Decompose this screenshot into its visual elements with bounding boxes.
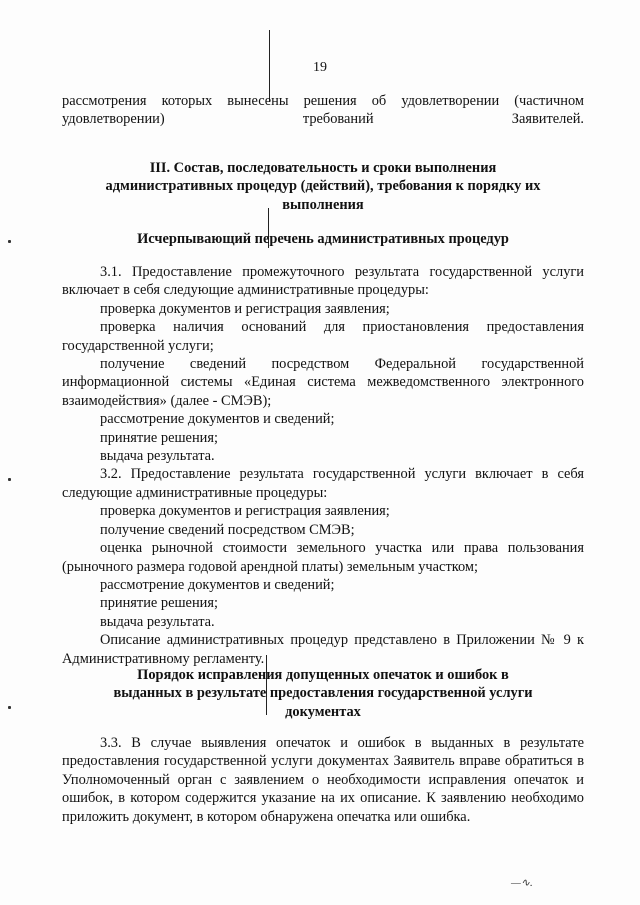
list-item: получение сведений посредством СМЭВ; bbox=[100, 521, 355, 538]
list-item: проверка наличия оснований для приостановления предоставления государственной услуги; bbox=[62, 319, 584, 354]
scan-artifact-dot bbox=[8, 706, 11, 709]
paragraph-3-2: 3.2. Предоставление результата государственной услуги включает в себя следующие административные процедуры: bbox=[62, 466, 584, 501]
list-item: проверка документов и регистрация заявления; bbox=[100, 300, 390, 317]
section-title: III. Состав, последовательность и сроки выполнения административных процедур (действий), требования к порядку их выполнения bbox=[105, 160, 541, 213]
description-paragraph: Описание административных процедур представлено в Приложении № 9 к Административному регламенту. bbox=[62, 632, 584, 667]
section-3-1 bbox=[0, 263, 640, 668]
list-item: получение сведений посредством Федеральной государственной информационной системы «Единая система межведомственного электронного взаимодействия» (далее - СМЭВ); bbox=[62, 356, 584, 409]
procedures-list-title: Исчерпывающий перечень административных процедур bbox=[137, 231, 509, 247]
intro-paragraph: рассмотрения которых вынесены решения об удовлетворении (частичном удовлетворении) требований Заявителей. bbox=[62, 93, 584, 128]
list-item: принятие решения; bbox=[100, 429, 218, 446]
scan-artifact-dot bbox=[8, 240, 11, 243]
list-item: выдача результата. bbox=[100, 613, 215, 630]
list-item: принятие решения; bbox=[100, 595, 218, 612]
errors-section-title: Порядок исправления допущенных опечаток и ошибок в выданных в результате предоставления государственной услуги документах bbox=[113, 667, 533, 720]
paragraph-3-3: 3.3. В случае выявления опечаток и ошибок в выданных в результате предоставления государственной услуги документах Заявитель вправе обратиться в Уполномоченный орган с заявлением о необходимости исправления опечаток и ошибок, в котором содержится указание на их описание. К заявлению необходимо приложить документ, в котором обнаружена опечатка или ошибка. bbox=[62, 735, 584, 825]
list-item: проверка документов и регистрация заявления; bbox=[100, 503, 390, 520]
page-number: 19 bbox=[313, 60, 327, 75]
list-item: рассмотрение документов и сведений; bbox=[100, 576, 335, 593]
list-item: выдача результата. bbox=[100, 448, 215, 465]
paragraph-3-1: 3.1. Предоставление промежуточного результата государственной услуги включает в себя следующие административные процедуры: bbox=[62, 264, 584, 299]
scan-artifact-mark: —∿. bbox=[511, 877, 533, 889]
list-item: рассмотрение документов и сведений; bbox=[100, 411, 335, 428]
list-item: оценка рыночной стоимости земельного участка или права пользования (рыночного размера годовой арендной платы) земельным участком; bbox=[62, 540, 584, 575]
